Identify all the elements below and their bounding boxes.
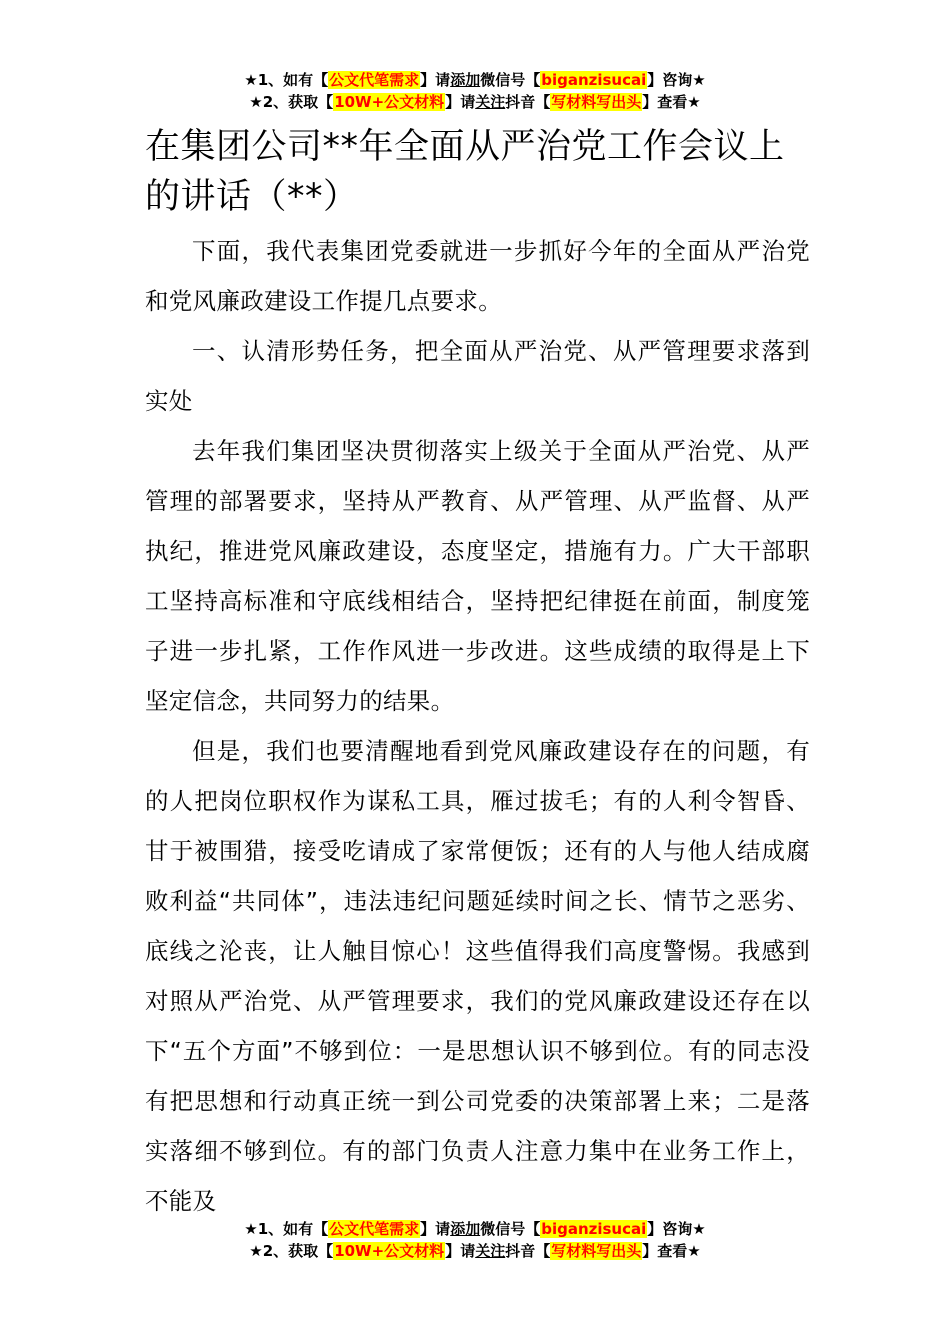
banner-highlight: 写材料写出头 <box>551 1242 642 1260</box>
banner-underlined-text: 关注 <box>475 93 506 111</box>
banner-line-2 <box>0 91 950 113</box>
section-heading: 一、认清形势任务，把全面从严治党、从严管理要求落到实处 <box>145 337 810 415</box>
banner-line-2 <box>0 1240 950 1262</box>
banner-line-1 <box>0 69 950 91</box>
banner-highlight: biganzisucai <box>541 71 647 89</box>
banner-text: 】咨询★ <box>647 71 706 89</box>
banner-underlined-text: 添加 <box>450 1220 481 1238</box>
document-body <box>145 122 810 1226</box>
banner-text: 】请 <box>445 1242 476 1260</box>
banner-highlight: 公文代笔需求 <box>329 1220 420 1238</box>
banner-text: 】请 <box>445 93 476 111</box>
banner-text: ★1、如有【 <box>244 1220 329 1238</box>
banner-text: 】请 <box>420 1220 451 1238</box>
banner-text: 】咨询★ <box>647 1220 706 1238</box>
header-banner <box>0 69 950 113</box>
banner-text: 抖音【 <box>505 93 551 111</box>
banner-line-1 <box>0 1218 950 1240</box>
banner-highlight: 公文代笔需求 <box>329 71 420 89</box>
banner-underlined-text: 添加 <box>450 71 481 89</box>
banner-text: 】查看★ <box>642 1242 701 1260</box>
banner-text: ★2、获取【 <box>249 1242 334 1260</box>
banner-highlight: biganzisucai <box>541 1220 647 1238</box>
banner-highlight: 10W+公文材料 <box>334 93 445 111</box>
paragraph: 下面，我代表集团党委就进一步抓好今年的全面从严治党和党风廉政建设工作提几点要求。 <box>145 237 810 315</box>
banner-underlined-text: 关注 <box>475 1242 506 1260</box>
banner-text: ★1、如有【 <box>244 71 329 89</box>
banner-text: 微信号【 <box>480 1220 541 1238</box>
banner-highlight: 10W+公文材料 <box>334 1242 445 1260</box>
document-title: 在集团公司**年全面从严治党工作会议上的讲话（**） <box>145 127 785 217</box>
footer-banner <box>0 1218 950 1262</box>
paragraph: 去年我们集团坚决贯彻落实上级关于全面从严治党、从严管理的部署要求，坚持从严教育、从严管理、从严监督、从严执纪，推进党风廉政建设，态度坚定，措施有力。广大干部职工坚持高标准和守底线相结合，坚持把纪律挺在前面，制度笼子进一步扎紧，工作作风进一步改进。这些成绩的取得是上下坚定信念，共同努力的结果。 <box>145 437 810 715</box>
paragraph: 但是，我们也要清醒地看到党风廉政建设存在的问题，有的人把岗位职权作为谋私工具，雁过拔毛；有的人利令智昏、甘于被围猎，接受吃请成了家常便饭；还有的人与他人结成腐败利益“共同体”，违法违纪问题延续时间之长、情节之恶劣、底线之沦丧，让人触目惊心！这些值得我们高度警惕。我感到对照从严治党、从严管理要求，我们的党风廉政建设还存在以下“五个方面”不够到位：一是思想认识不够到位。有的同志没有把思想和行动真正统一到公司党委的决策部署上来；二是落实落细不够到位。有的部门负责人注意力集中在业务工作上，不能及 <box>145 737 810 1215</box>
banner-text: 】请 <box>420 71 451 89</box>
banner-highlight: 写材料写出头 <box>551 93 642 111</box>
banner-text: 】查看★ <box>642 93 701 111</box>
banner-text: 微信号【 <box>480 71 541 89</box>
banner-text: ★2、获取【 <box>249 93 334 111</box>
banner-text: 抖音【 <box>505 1242 551 1260</box>
